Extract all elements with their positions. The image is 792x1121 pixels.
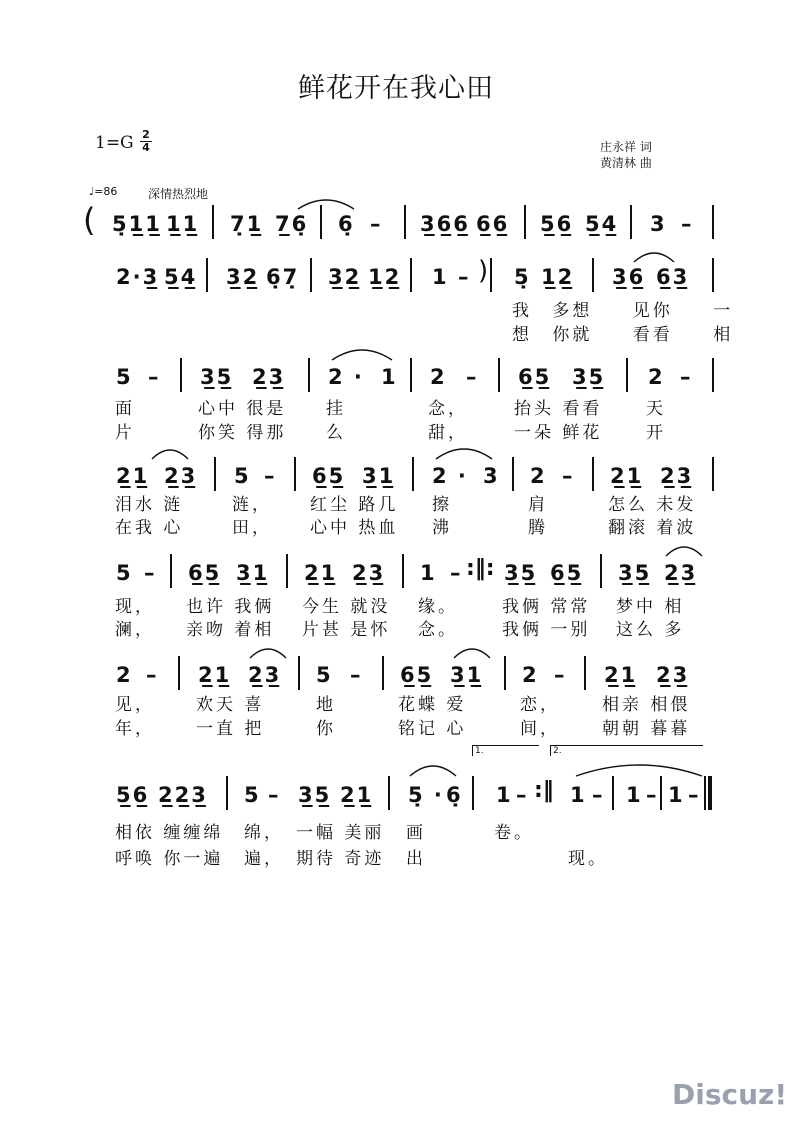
note-group: – bbox=[370, 212, 383, 236]
final-barline-thick bbox=[708, 776, 712, 810]
note-group: 5̣1̲1̲ bbox=[112, 212, 162, 236]
barline bbox=[498, 358, 500, 392]
barline bbox=[214, 457, 216, 491]
note-group: 5 bbox=[116, 561, 133, 585]
note-group: 2̲1̲ bbox=[116, 464, 150, 488]
barline bbox=[310, 258, 312, 292]
barline bbox=[410, 358, 412, 392]
note-group: 1 bbox=[626, 783, 643, 807]
note-group: 5̣ · bbox=[408, 783, 444, 807]
barline bbox=[212, 205, 214, 239]
lyricist: 庄永祥 词 bbox=[600, 140, 652, 154]
note-group: 2̲3̲ bbox=[164, 464, 198, 488]
note-group: – bbox=[350, 663, 363, 687]
note-group: 6̲5̲ bbox=[188, 561, 222, 585]
note-group: 2̲2̲3̲ bbox=[158, 783, 208, 807]
note-group: 6̲5̲ bbox=[312, 464, 346, 488]
barline bbox=[712, 258, 714, 292]
lyric-line-2-verse-2: 想 你就 看看 相 bbox=[512, 325, 734, 345]
note-group: 2 · bbox=[328, 365, 364, 389]
barline bbox=[294, 457, 296, 491]
volta-first-ending: 1. bbox=[472, 745, 539, 756]
note-group: 2̲1̲ bbox=[304, 561, 338, 585]
note-group: 5 bbox=[116, 365, 133, 389]
barline bbox=[180, 358, 182, 392]
note-group: 6̲5̲ bbox=[518, 365, 552, 389]
note-group: 1 bbox=[432, 265, 449, 289]
tempo-marking: ♩=86 bbox=[89, 185, 118, 198]
barline bbox=[712, 358, 714, 392]
note-group: – bbox=[681, 212, 694, 236]
note-group: 2·3̲ bbox=[116, 265, 160, 289]
system-5 bbox=[0, 552, 792, 592]
note-group: 5 bbox=[244, 783, 261, 807]
system-2 bbox=[0, 256, 792, 296]
note-group: 3 bbox=[483, 464, 500, 488]
note-group: 2 · bbox=[432, 464, 468, 488]
note-group: 2 bbox=[522, 663, 539, 687]
note-group: – bbox=[146, 663, 159, 687]
barline bbox=[402, 554, 404, 588]
barline bbox=[712, 457, 714, 491]
barline bbox=[170, 554, 172, 588]
note-group: 2̲3̲ bbox=[352, 561, 386, 585]
note-group: 7̲6̣ bbox=[275, 212, 309, 236]
slur bbox=[248, 644, 288, 660]
barline bbox=[584, 656, 586, 690]
song-title: 鲜花开在我心田 bbox=[298, 73, 494, 104]
close-paren: ) bbox=[478, 256, 489, 286]
note-group: 2 bbox=[530, 464, 547, 488]
note-group: 5̲4̲ bbox=[164, 265, 198, 289]
note-group: 6̲6̲ bbox=[476, 212, 510, 236]
note-group: 6̲3̲ bbox=[656, 265, 690, 289]
note-group: 2̲3̲ bbox=[656, 663, 690, 687]
barline bbox=[592, 258, 594, 292]
note-group: 3̲6̲ bbox=[612, 265, 646, 289]
note-group: 1̲2̲ bbox=[368, 265, 402, 289]
repeat-sign: :‖: bbox=[466, 556, 495, 581]
barline bbox=[630, 205, 632, 239]
volta-second-ending: 2. bbox=[550, 745, 703, 756]
barline bbox=[298, 656, 300, 690]
barline bbox=[626, 358, 628, 392]
barline bbox=[592, 457, 594, 491]
site-watermark: Discuz! bbox=[672, 1078, 788, 1111]
composer: 黄清林 曲 bbox=[600, 156, 652, 170]
note-group: 5 bbox=[234, 464, 251, 488]
note-group: 3̲2̲ bbox=[328, 265, 362, 289]
slur bbox=[408, 760, 458, 778]
note-group: 2 bbox=[430, 365, 447, 389]
note-group: 3̲5̲ bbox=[504, 561, 538, 585]
barline bbox=[524, 205, 526, 239]
slur bbox=[452, 644, 492, 660]
note-group: 6̲5̲ bbox=[550, 561, 584, 585]
note-group: 5̲4̲ bbox=[585, 212, 619, 236]
system-7 bbox=[0, 774, 792, 814]
note-group: – bbox=[516, 783, 529, 807]
note-group: – bbox=[268, 783, 281, 807]
barline bbox=[206, 258, 208, 292]
barline bbox=[404, 205, 406, 239]
note-group: 1̲1̲ bbox=[166, 212, 200, 236]
note-group: 2̲3̲ bbox=[660, 464, 694, 488]
slur bbox=[150, 445, 190, 461]
note-group: 6̣ bbox=[446, 783, 463, 807]
note-group: – bbox=[264, 464, 277, 488]
note-group: 3̲2̲ bbox=[226, 265, 260, 289]
note-group: 6̣7̣ bbox=[266, 265, 300, 289]
barline bbox=[308, 358, 310, 392]
note-group: 1 bbox=[668, 783, 685, 807]
note-group: 5̲6̲ bbox=[540, 212, 574, 236]
barline bbox=[410, 258, 412, 292]
note-group: 3̲1̲ bbox=[450, 663, 484, 687]
note-group: 3̲5̲ bbox=[200, 365, 234, 389]
open-paren: ( bbox=[83, 201, 96, 239]
note-group: 5̲6̲ bbox=[116, 783, 150, 807]
note-group: 3̲1̲ bbox=[362, 464, 396, 488]
expression-marking: 深情热烈地 bbox=[148, 187, 209, 201]
note-group: – bbox=[148, 365, 161, 389]
note-group: 1 bbox=[496, 783, 513, 807]
note-group: – bbox=[554, 663, 567, 687]
slur bbox=[434, 443, 494, 461]
slur bbox=[330, 344, 394, 362]
barline bbox=[412, 457, 414, 491]
tie bbox=[574, 760, 704, 778]
barline bbox=[226, 776, 228, 810]
note-group: 5̣ bbox=[514, 265, 531, 289]
note-group: 2̲3̲ bbox=[252, 365, 286, 389]
note-group: 1̲2̲ bbox=[541, 265, 575, 289]
note-group: 6̣ bbox=[338, 212, 355, 236]
barline bbox=[388, 776, 390, 810]
barline bbox=[178, 656, 180, 690]
note-group: 2̲1̲ bbox=[198, 663, 232, 687]
note-group: 2 bbox=[116, 663, 133, 687]
system-4 bbox=[0, 455, 792, 495]
barline bbox=[712, 205, 714, 239]
note-group: 2̲1̲ bbox=[610, 464, 644, 488]
system-1 bbox=[0, 203, 792, 243]
barline bbox=[490, 258, 492, 292]
note-group: – bbox=[680, 365, 693, 389]
slur bbox=[632, 248, 676, 264]
barline bbox=[382, 656, 384, 690]
lyric-line-2-verse-1: 我 多想 见你 一 bbox=[512, 301, 734, 321]
note-group: 3̲5̲ bbox=[618, 561, 652, 585]
note-group: – bbox=[458, 265, 471, 289]
barline bbox=[660, 776, 662, 810]
note-group: – bbox=[592, 783, 605, 807]
note-group: 2̲1̲ bbox=[340, 783, 374, 807]
note-group: 3 bbox=[650, 212, 667, 236]
barline bbox=[286, 554, 288, 588]
slur bbox=[296, 195, 356, 211]
note-group: 1 bbox=[381, 365, 398, 389]
note-group: 2̲1̲ bbox=[604, 663, 638, 687]
note-group: – bbox=[450, 561, 463, 585]
note-group: 5 bbox=[316, 663, 333, 687]
credits bbox=[600, 139, 652, 171]
barline bbox=[504, 656, 506, 690]
barline bbox=[472, 776, 474, 810]
note-group: 2̲3̲ bbox=[248, 663, 282, 687]
final-barline-thin bbox=[704, 776, 706, 810]
system-3 bbox=[0, 356, 792, 396]
note-group: – bbox=[144, 561, 157, 585]
barline bbox=[612, 776, 614, 810]
note-group: 1 bbox=[420, 561, 437, 585]
barline bbox=[512, 457, 514, 491]
note-group: 3̲6̲6̲ bbox=[420, 212, 470, 236]
note-group: 1 bbox=[570, 783, 587, 807]
note-group: 2 bbox=[648, 365, 665, 389]
slur bbox=[664, 542, 704, 558]
note-group: – bbox=[466, 365, 479, 389]
repeat-end-sign: :‖ bbox=[534, 778, 554, 803]
note-group: – bbox=[562, 464, 575, 488]
note-group: – bbox=[646, 783, 659, 807]
note-group: 3̲5̲ bbox=[572, 365, 606, 389]
note-group: 6̲5̲ bbox=[400, 663, 434, 687]
note-group: 7̣1̲ bbox=[230, 212, 264, 236]
note-group: – bbox=[688, 783, 701, 807]
key-signature: 1=G bbox=[95, 133, 134, 153]
note-group: 2̲3̲ bbox=[664, 561, 698, 585]
system-6 bbox=[0, 654, 792, 694]
note-group: 3̲1̲ bbox=[236, 561, 270, 585]
barline bbox=[600, 554, 602, 588]
note-group: 3̲5̲ bbox=[298, 783, 332, 807]
time-signature: 2 4 bbox=[140, 129, 152, 154]
